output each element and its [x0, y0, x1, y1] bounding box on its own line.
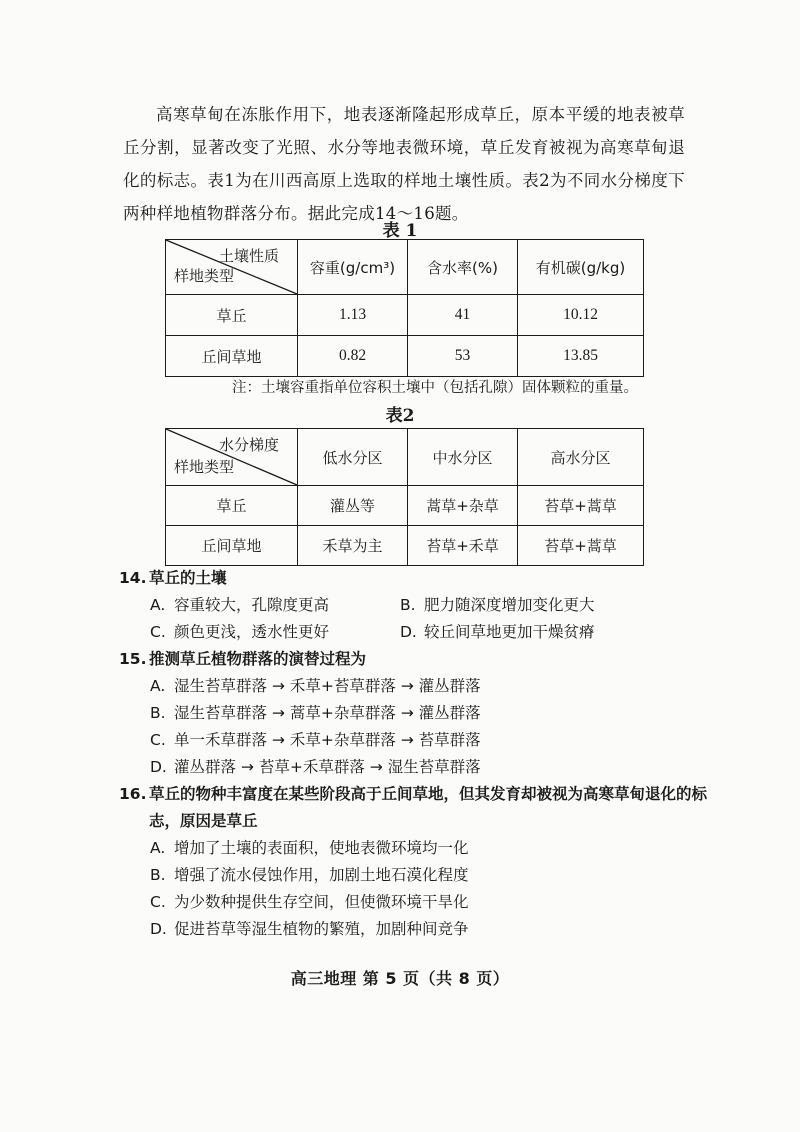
question-number: 15. [119, 650, 147, 668]
option-a[interactable]: A. 增加了土壤的表面积，使地表微环境均一化 [150, 839, 469, 857]
table-cell: 1.13 [298, 295, 408, 336]
table-cell: 灌丛等 [298, 486, 408, 526]
table-cell: 10.12 [518, 295, 644, 336]
table2-corner-cell [166, 429, 298, 486]
table-cell: 苔草+蒿草 [518, 486, 644, 526]
table2-corner-top: 水分梯度 [218, 436, 279, 454]
option-d[interactable]: D. 灌丛群落 → 苔草+禾草群落 → 湿生苔草群落 [150, 758, 481, 776]
option-c[interactable]: C. 单一禾草群落 → 禾草+杂草群落 → 苔草群落 [150, 731, 481, 749]
option-b[interactable]: B. 增强了流水侵蚀作用，加剧土地石漠化程度 [150, 866, 469, 884]
question-16-stem-cont: 志，原因是草丘 [149, 812, 258, 830]
question-stem: 草丘的物种丰富度在某些阶段高于丘间草地，但其发育却被视为高寒草甸退化的标 [149, 785, 708, 803]
table-cell: 禾草为主 [298, 526, 408, 566]
table-cell: 41 [408, 295, 518, 336]
table1-caption: 表 1 [382, 221, 418, 241]
table2-header: 低水分区 [298, 429, 408, 486]
option-c[interactable]: C. 颜色更浅，透水性更好 [150, 623, 330, 641]
table-row [166, 336, 644, 377]
table1-note: 注：土壤容重指单位容积土壤中（包括孔隙）固体颗粒的重量。 [232, 380, 638, 396]
table-cell: 13.85 [518, 336, 644, 377]
row-label: 丘间草地 [166, 526, 298, 566]
table1-header: 有机碳(g/kg) [518, 240, 644, 295]
question-16 [119, 782, 707, 804]
table1-header: 容重(g/cm³) [298, 240, 408, 295]
intro-paragraph: 高寒草甸在冻胀作用下，地表逐渐隆起形成草丘，原本平缓的地表被草丘分割，显著改变了光照、水分等地表微环境，草丘发育被视为高寒草甸退化的标志。表1为在川西高原上选取的样地土壤性质。表2为不同水分梯度下两种样地植物群落分布。据此完成14～16题。 [123, 105, 685, 223]
table1-corner-top: 土壤性质 [218, 247, 279, 265]
question-stem: 推测草丘植物群落的演替过程为 [149, 650, 367, 668]
table-cell: 0.82 [298, 336, 408, 377]
row-label: 丘间草地 [166, 336, 298, 377]
table1-corner-bottom: 样地类型 [174, 267, 235, 285]
table-row [166, 526, 644, 566]
row-label: 草丘 [166, 486, 298, 526]
row-label: 草丘 [166, 295, 298, 336]
table-cell: 苔草+蒿草 [518, 526, 644, 566]
table2-header: 中水分区 [408, 429, 518, 486]
table2-plant-communities [165, 428, 644, 566]
table1-soil-properties [165, 239, 644, 377]
table-row [166, 486, 644, 526]
option-a[interactable]: A. 湿生苔草群落 → 禾草+苔草群落 → 灌丛群落 [150, 677, 481, 695]
option-b[interactable]: B. 肥力随深度增加变化更大 [400, 596, 595, 614]
table-row [166, 295, 644, 336]
question-number: 16. [119, 785, 147, 803]
table-cell: 53 [408, 336, 518, 377]
table2-corner-bottom: 样地类型 [174, 458, 235, 476]
option-c[interactable]: C. 为少数种提供生存空间，但使微环境干旱化 [150, 893, 469, 911]
table2-header: 高水分区 [518, 429, 644, 486]
table1-corner-cell [166, 240, 298, 295]
table-cell: 苔草+禾草 [408, 526, 518, 566]
option-d[interactable]: D. 较丘间草地更加干燥贫瘠 [400, 623, 595, 641]
option-b[interactable]: B. 湿生苔草群落 → 蒿草+杂草群落 → 灌丛群落 [150, 704, 481, 722]
question-15 [119, 647, 366, 669]
table2-caption: 表2 [385, 406, 415, 426]
page-footer: 高三地理 第 5 页（共 8 页） [290, 969, 510, 988]
question-stem: 草丘的土壤 [149, 569, 227, 587]
table-cell: 蒿草+杂草 [408, 486, 518, 526]
option-a[interactable]: A. 容重较大，孔隙度更高 [150, 596, 330, 614]
option-d[interactable]: D. 促进苔草等湿生植物的繁殖，加剧种间竞争 [150, 920, 469, 938]
table1-header: 含水率(%) [408, 240, 518, 295]
question-number: 14. [119, 569, 147, 587]
question-14 [119, 566, 227, 588]
